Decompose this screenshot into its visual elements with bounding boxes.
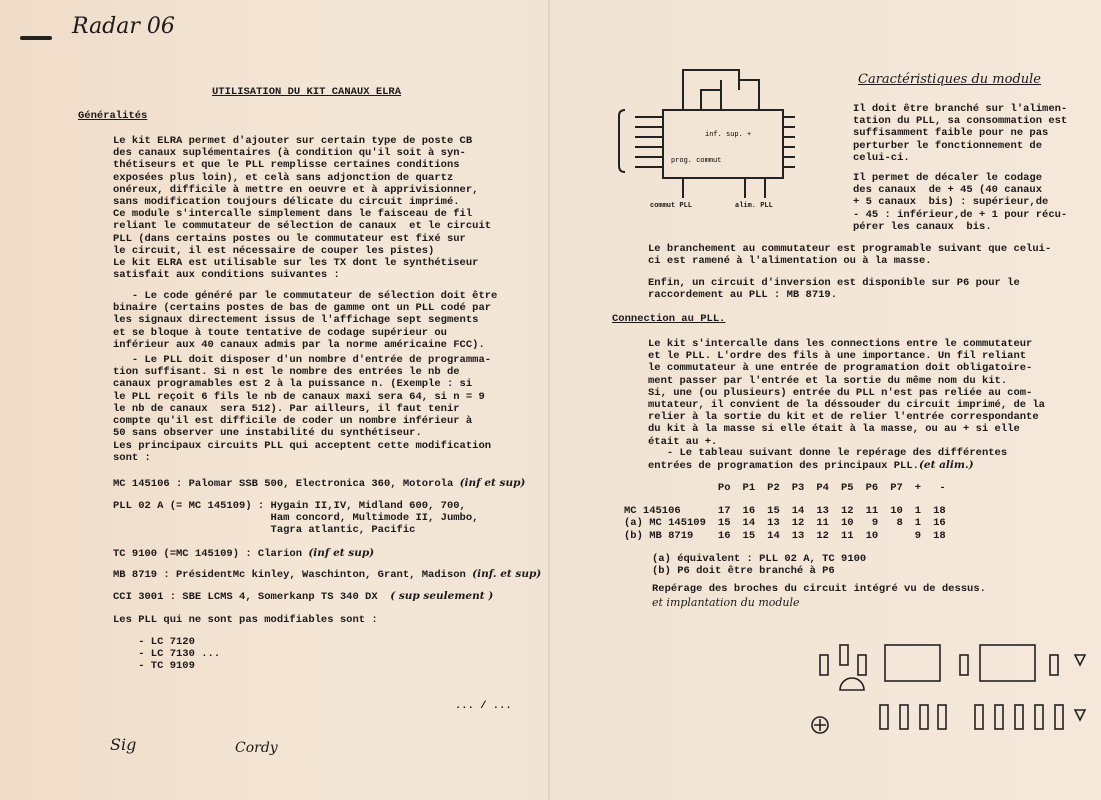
cell: 14 (791, 504, 805, 517)
paragraph: Il doit être branché sur l'alimen- tation du PLL, sa consommation est suffisamment faible pour ne pas perturber le fonctionnement de celui-ci. (853, 103, 1068, 164)
paragraph: Les PLL qui ne sont pas modifiables sont : (113, 614, 378, 626)
cell: 12 (840, 504, 854, 517)
cell: 11 (840, 529, 854, 542)
paragraph: Le branchement au commutateur est programable suivant que celui- ci est ramené à l'alimentation ou à la masse. (648, 243, 1052, 268)
cell: (b) MB 8719 (624, 529, 694, 542)
circuit-entry (113, 568, 541, 581)
header-cell: P3 (791, 482, 805, 494)
cell: 15 (717, 517, 731, 529)
circuit-entry (113, 477, 525, 490)
paragraph-text: - Le tableau suivant donne le repérage des différentes entrées de programation des principaux PLL. (648, 447, 1008, 473)
section-heading-connection: Connection au PLL. (612, 313, 726, 325)
handwritten-note: ( sup seulement ) (390, 590, 494, 602)
handwritten-note: (et alim.) (918, 459, 974, 472)
not-modifiable-list: - LC 7120 - LC 7130 ... - TC 9109 (138, 636, 221, 673)
header-cell: Po (717, 482, 731, 494)
cell: 9 (871, 517, 879, 529)
cell: 17 (717, 504, 731, 517)
cell: 12 (791, 517, 805, 529)
header-cell: P4 (816, 482, 829, 494)
handwritten-note: (inf. et sup) (472, 568, 542, 580)
page-title: UTILISATION DU KIT CANAUX ELRA (212, 86, 402, 98)
section-heading-generalites: Généralités (78, 110, 148, 122)
page-continuation-marker: ... / ... (455, 700, 512, 712)
table-row (618, 530, 952, 543)
svg-text:inf. sup. +: inf. sup. + (705, 131, 752, 139)
cell: 18 (933, 504, 946, 517)
paragraph: Le kit ELRA permet d'ajouter sur certain type de poste CB des canaux suplémentaires (à condition qu'il soit à syn- thétiseurs et que le PLL remplisse certaines conditions exposées plus loin), et celà sans adjonction de quartz onéreux, difficile à mettre en oeuvre et à apprivisionner, sans modification toujours délicate du circuit imprimé. Ce module s'intercalle simplement dans le faisceau de fil reliant le commutateur de sélection de canaux et le circuit PLL (dans certains postes ou le commutateur est fixé sur le circuit, il est nécessaire de couper les pistes) (113, 135, 492, 257)
cell: 11 (816, 517, 829, 529)
cell: 13 (767, 517, 780, 529)
cell: 14 (742, 517, 756, 529)
cell: 13 (816, 504, 829, 517)
circuit-text: MB 8719 : PrésidentMc kinley, Waschinton, Grant, Madison (113, 569, 466, 581)
section-heading-caracteristiques: Caractéristiques du module (858, 72, 1042, 87)
cell: 10 (840, 517, 854, 529)
cell: 18 (933, 529, 946, 542)
header-cell: + (914, 482, 922, 494)
cell (884, 530, 909, 543)
header-cell: P6 (865, 482, 879, 494)
cell: 12 (816, 529, 829, 542)
cell: 16 (742, 504, 756, 517)
handwritten-signature: Sig (110, 735, 137, 754)
cell: 16 (717, 529, 731, 542)
cell: 15 (767, 504, 780, 517)
page-fold (548, 0, 550, 800)
circuit-text: MC 145106 : Palomar SSB 500, Electronica 360, Motorola (113, 478, 454, 490)
paragraph: Il permet de décaler le codage des canaux de + 45 (40 canaux + 5 canaux bis) : supérieur,de - 45 : inférieur,de + 1 pour récu- pérer les canaux bis. (853, 172, 1068, 233)
paragraph: - Le PLL doit disposer d'un nombre d'entrée de programma- tion suffisant. Si n est le nombre des entrées le nb de canaux programables est 2 à la puissance n. (Exemple : si le PLL reçoit 6 fils le nb de canaux maxi sera 64, si n = 9 le nb de canaux sera 512). Par ailleurs, il faut tenir compte qu'il est difficile de coder un nombre inférieur à 50 sans observer une instabilité du synthétiseur. (113, 354, 492, 440)
header-cell: P1 (742, 482, 756, 494)
diagram-label: alim. PLL (735, 202, 773, 210)
cell: 1 (914, 517, 922, 529)
table-row (618, 505, 952, 518)
paragraph: Le kit s'intercalle dans les connections entre le commutateur et le PLL. L'ordre des fils à une importance. Un fil reliant le commutateur à une entrée de programation doit obligatoire- ment passer par l'entrée et la sortie du même nom du kit. Si, une (ou plusieurs) entrée du PLL n'est pas reliée au com- mutateur, il convient de la déssouder du circuit imprimé, de la relier à la sortie du kit et de relier l'entrée correspondante du kit à la masse si elle était à la masse, ou au + si elle était au +. (648, 338, 1045, 448)
circuit-entry (113, 590, 493, 603)
handwritten-note: (inf et sup) (308, 547, 375, 559)
handwritten-signature: Cordy (235, 740, 278, 756)
header-cell: P5 (840, 482, 854, 494)
header-cell: P7 (890, 482, 903, 494)
cell: 15 (742, 529, 756, 542)
module-block-diagram (605, 60, 795, 200)
component-layout-drawing (800, 625, 1100, 755)
ink-mark (20, 36, 52, 40)
cell: 13 (791, 529, 805, 542)
cell: 1 (914, 504, 922, 517)
cell: 11 (865, 504, 879, 517)
paragraph: Enfin, un circuit d'inversion est disponible sur P6 pour le raccordement au PLL : MB 8719. (648, 277, 1020, 302)
cell: 9 (914, 529, 922, 542)
diagram-label: commut PLL (650, 202, 693, 210)
cell: 14 (767, 529, 780, 542)
header-cell: P2 (767, 482, 780, 494)
cell: (a) MC 145109 (624, 517, 706, 529)
pll-pin-table (618, 482, 952, 542)
cell: MC 145106 (624, 504, 681, 517)
paragraph: - Le code généré par le commutateur de sélection doit être binaire (certains postes de bas de gamme ont un PLL codé par les signaux directement issus de l'affichage sept segments et se bloque à toute tentative de codage supérieur ou inférieur aux 40 canaux admis par la norme américaine FCC). (113, 290, 498, 351)
cell: 8 (896, 517, 903, 529)
header-cell: - (939, 482, 946, 494)
circuit-entry (113, 547, 374, 560)
circuit-text: TC 9100 (=MC 145109) : Clarion (113, 548, 303, 560)
handwritten-note: et implantation du module (652, 596, 800, 609)
handwritten-note: (inf et sup) (459, 477, 526, 489)
svg-text:prog. commut: prog. commut (671, 157, 722, 165)
table-header-row (618, 482, 952, 495)
paragraph: Repérage des broches du circuit intégré vu de dessus. (652, 583, 986, 595)
paragraph: Le kit ELRA est utilisable sur les TX dont le synthétiseur satisfait aux conditions suivantes : (113, 257, 479, 282)
cell: 10 (890, 504, 903, 517)
table-row (618, 517, 952, 530)
paragraph (648, 447, 1007, 472)
paragraph: Les principaux circuits PLL qui acceptent cette modification sont : (113, 440, 492, 465)
header-cell (618, 482, 712, 495)
cell: 16 (933, 517, 946, 529)
cell: 10 (865, 529, 879, 542)
handwritten-annotation: Radar 06 (72, 14, 175, 39)
circuit-text: CCI 3001 : SBE LCMS 4, Somerkanp TS 340 DX (113, 591, 378, 603)
circuit-entry: PLL 02 A (= MC 145109) : Hygain II,IV, Midland 600, 700, Ham concord, Multimode II, Jumbo, Tagra atlantic, Pacific (113, 500, 479, 537)
table-notes: (a) équivalent : PLL 02 A, TC 9100 (b) P6 doit être branché à P6 (652, 553, 867, 578)
